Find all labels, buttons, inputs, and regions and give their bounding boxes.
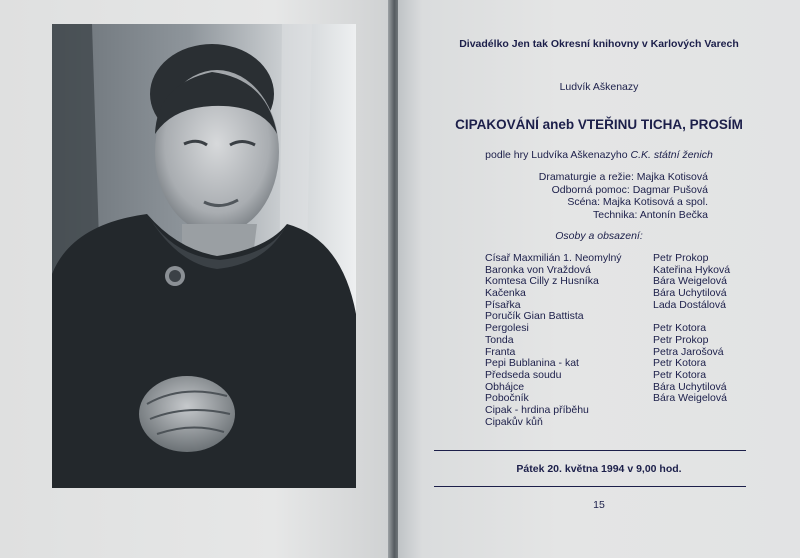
- right-page: [398, 0, 800, 558]
- divider-top: [434, 450, 746, 451]
- actor-item: Petr Kotora: [653, 357, 707, 370]
- role-item: Komtesa Cilly z Husníka: [485, 275, 599, 288]
- based-on-line: [398, 149, 800, 161]
- actor-item: Petr Prokop: [653, 252, 709, 264]
- role-item: Cipak - hrdina příběhu: [485, 403, 589, 416]
- role-item: Poručík Gian Battista: [485, 310, 584, 323]
- actor-item: [653, 417, 730, 429]
- role-item: Písařka: [485, 298, 521, 311]
- role-item: Císař Maxmilián 1. Neomylný: [485, 252, 622, 264]
- role-item: Tonda: [485, 333, 514, 346]
- credits-block: [488, 171, 708, 221]
- credit-scenery: Scéna: Majka Kotisová a spol.: [567, 196, 708, 209]
- role-item: Pobočník: [485, 392, 529, 405]
- based-on-prefix: podle hry Ludvíka Aškenazyho: [485, 149, 628, 161]
- credit-technics: Technika: Antonín Bečka: [593, 208, 708, 221]
- actor-item: Bára Weigelová: [653, 275, 727, 288]
- actor-item: Petr Kotora: [653, 368, 707, 381]
- role-item: Pergolesi: [485, 322, 529, 335]
- divider-bottom: [434, 486, 746, 487]
- page-number: 15: [593, 499, 605, 511]
- actor-item: Petra Jarošová: [653, 345, 724, 358]
- based-on-work: C.K. státní ženich: [630, 149, 713, 161]
- performance-date: Pátek 20. května 1994 v 9,00 hod.: [516, 463, 682, 475]
- actor-item: Kateřina Hyková: [653, 263, 731, 276]
- role-item: Předseda soudu: [485, 368, 562, 381]
- role-item: Cipakův kůň: [485, 415, 543, 428]
- actors-column: [653, 253, 730, 428]
- actor-item: Petr Prokop: [653, 333, 709, 346]
- actor-item: Petr Kotora: [653, 322, 707, 335]
- credit-assistance: Odborná pomoc: Dagmar Pušová: [551, 183, 708, 196]
- left-page: [0, 0, 393, 558]
- actress-portrait-photo: [52, 24, 356, 488]
- cast-heading: Osoby a obsazení:: [555, 230, 643, 242]
- author-name: Ludvík Aškenazy: [559, 81, 639, 93]
- actor-item: Bára Uchytilová: [653, 287, 727, 300]
- role-item: Kačenka: [485, 287, 526, 300]
- actor-item: Bára Uchytilová: [653, 380, 727, 393]
- actor-item: Lada Dostálová: [653, 298, 726, 311]
- role-item: Pepi Bublanina - kat: [485, 357, 579, 370]
- credit-direction: Dramaturgie a režie: Majka Kotisová: [538, 171, 708, 183]
- role-item: Baronka von Vraždová: [485, 263, 591, 276]
- actor-item: [653, 405, 730, 417]
- theatre-name: Divadélko Jen tak Okresní knihovny v Karlových Varech: [459, 38, 739, 50]
- play-title: CIPAKOVÁNÍ aneb VTEŘINU TICHA, PROSÍM: [455, 117, 743, 132]
- actor-item: Bára Weigelová: [653, 392, 727, 405]
- role-item: Obhájce: [485, 380, 525, 393]
- roles-column: [485, 253, 622, 428]
- role-item: Franta: [485, 345, 516, 358]
